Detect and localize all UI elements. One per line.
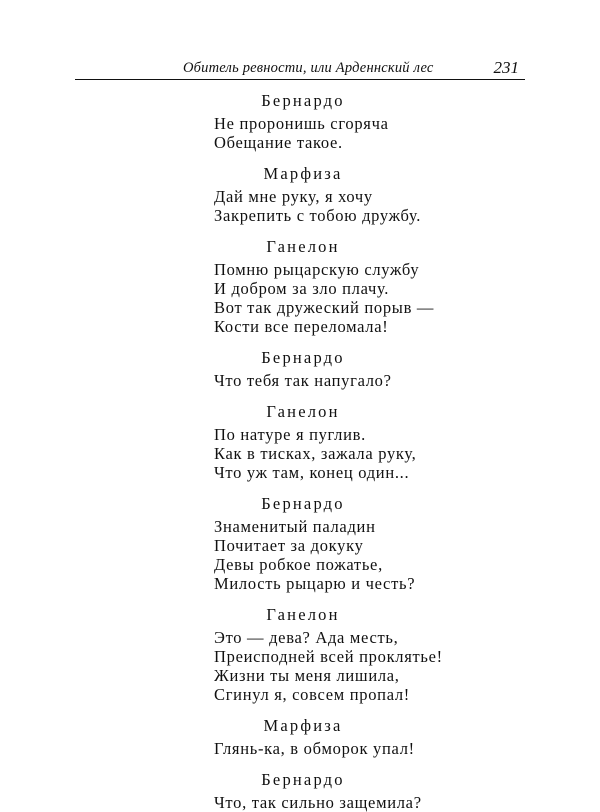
block-gap [0, 336, 600, 345]
dialogue-block [0, 234, 600, 345]
dialogue-block [0, 767, 600, 812]
header-rule [75, 79, 525, 80]
verse-line: Обещание такое. [214, 133, 343, 152]
running-header [75, 58, 525, 80]
verse-lines [214, 425, 600, 482]
speaker-name: Бернардо [261, 348, 345, 367]
verse-line: Жизни ты меня лишила, [214, 666, 400, 685]
verse-lines [214, 628, 600, 704]
block-gap [0, 390, 600, 399]
verse-line: Как в тисках, зажала руку, [214, 444, 417, 463]
verse-lines [214, 187, 600, 225]
speaker-name: Марфиза [263, 716, 343, 735]
speaker-name: Бернардо [261, 91, 345, 110]
verse-line: Что уж там, конец один... [214, 463, 410, 482]
verse-line: Закрепить с тобою дружбу. [214, 206, 422, 225]
dialogue-block [0, 345, 600, 399]
speaker-name: Ганелон [266, 605, 340, 624]
block-gap [0, 758, 600, 767]
verse-line: Девы робкое пожатье, [214, 555, 383, 574]
verse-lines [214, 793, 600, 812]
verse-line: Это — дева? Ада месть, [214, 628, 399, 647]
running-title: Обитель ревности, или Арденнский лес [183, 60, 434, 76]
block-gap [0, 593, 600, 602]
verse-line: Глянь-ка, в обморок упал! [214, 739, 415, 758]
verse-line: Помню рыцарскую службу [214, 260, 420, 279]
verse-line: Преисподней всей проклятье! [214, 647, 443, 666]
dialogue-block [0, 161, 600, 234]
block-gap [0, 225, 600, 234]
block-gap [0, 482, 600, 491]
dialogue-block [0, 88, 600, 161]
verse-line: Кости все переломала! [214, 317, 389, 336]
dialogue-block [0, 602, 600, 713]
verse-line: Что тебя так напугало? [214, 371, 392, 390]
verse-line: Что, так сильно защемила? [214, 793, 422, 812]
verse-lines [214, 371, 600, 390]
verse-line: Милость рыцарю и честь? [214, 574, 416, 593]
dialogue-block [0, 491, 600, 602]
page-number: 231 [493, 58, 519, 77]
speaker-name: Бернардо [261, 494, 345, 513]
verse-lines [214, 260, 600, 336]
verse-line: Не проронишь сгоряча [214, 114, 389, 133]
speaker-name: Ганелон [266, 237, 340, 256]
block-gap [0, 704, 600, 713]
speaker-name: Бернардо [261, 770, 345, 789]
dialogue-body [0, 88, 600, 812]
verse-lines [214, 739, 600, 758]
verse-line: По натуре я пуглив. [214, 425, 366, 444]
speaker-name: Ганелон [266, 402, 340, 421]
verse-line: Дай мне руку, я хочу [214, 187, 373, 206]
verse-line: Вот так дружеский порыв — [214, 298, 435, 317]
verse-lines [214, 114, 600, 152]
dialogue-block [0, 713, 600, 767]
block-gap [0, 152, 600, 161]
verse-line: Почитает за докуку [214, 536, 364, 555]
verse-line: Знаменитый паладин [214, 517, 376, 536]
speaker-name: Марфиза [263, 164, 343, 183]
verse-lines [214, 517, 600, 593]
dialogue-block [0, 399, 600, 491]
verse-line: И добром за зло плачу. [214, 279, 390, 298]
verse-line: Сгинул я, совсем пропал! [214, 685, 410, 704]
